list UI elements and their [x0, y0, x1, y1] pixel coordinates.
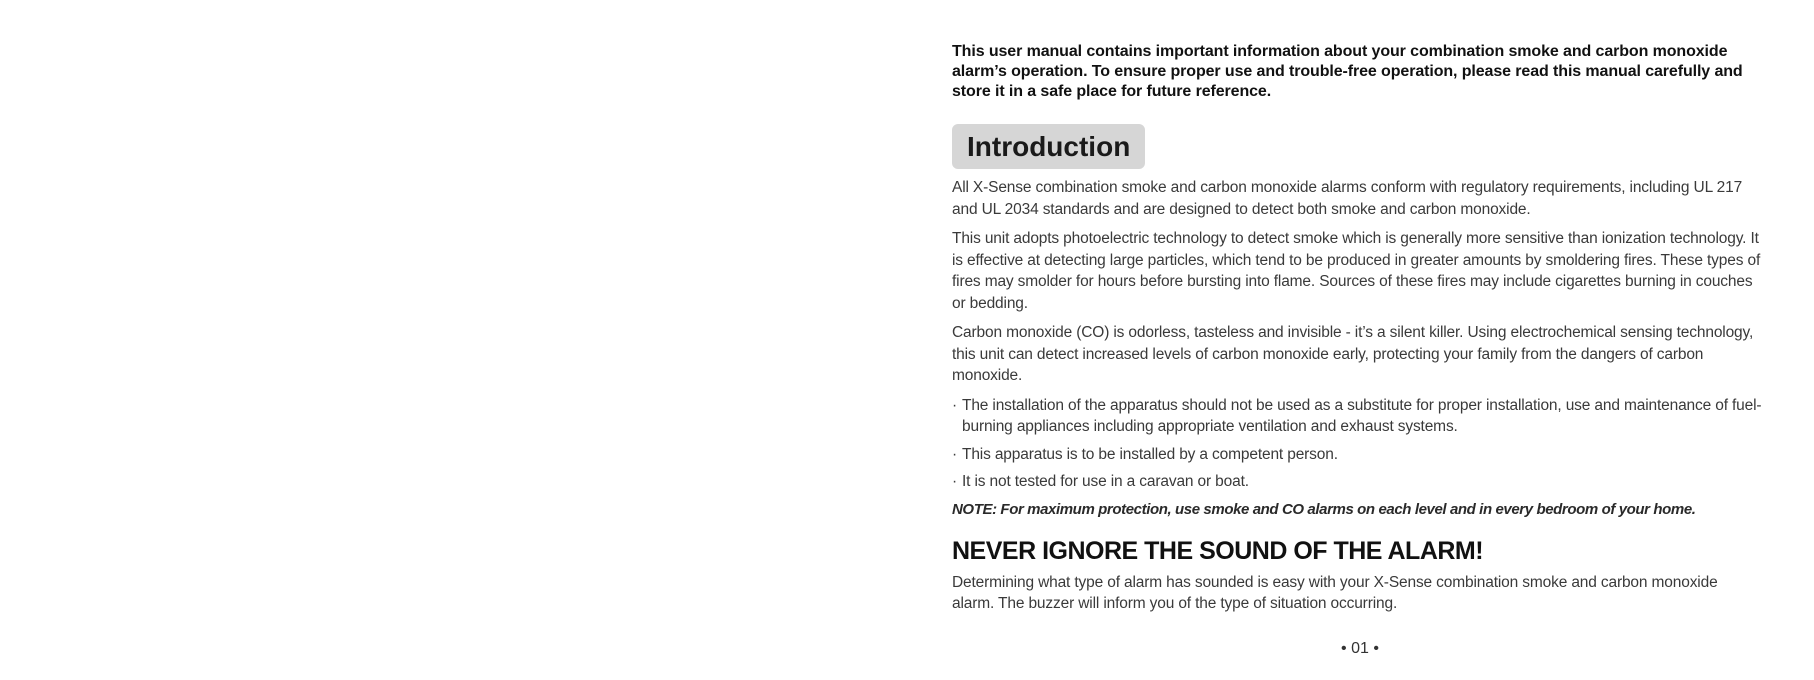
- list-item: [952, 444, 1762, 466]
- intro-lead-text: This user manual contains important information about your combination smoke and carbon monoxide alarm’s operation. To ensure proper use and trouble-free operation, please read this manual carefully and store it in a safe place for future reference.: [952, 43, 1743, 100]
- installation-bullet-list: [952, 395, 1762, 493]
- manual-page-content: [952, 42, 1762, 623]
- intro-paragraph-carbon-monoxide: Carbon monoxide (CO) is odorless, tasteless and invisible - it’s a silent killer. Using electrochemical sensing technology, this unit can detect increased levels of carbon monoxide early, protecting your family from the dangers of carbon monoxide.: [952, 324, 1754, 384]
- list-item: [952, 471, 1762, 493]
- alarm-section-paragraph: Determining what type of alarm has sounded is easy with your X-Sense combination smoke and carbon monoxide alarm. The buzzer will inform you of the type of situation occurring.: [952, 573, 1718, 612]
- list-item: [952, 395, 1762, 438]
- bullet-text: This apparatus is to be installed by a competent person.: [962, 445, 1338, 463]
- bullet-marker: ·: [952, 473, 958, 490]
- bullet-text: It is not tested for use in a caravan or boat.: [962, 473, 1249, 490]
- intro-paragraph-standards: All X-Sense combination smoke and carbon monoxide alarms conform with regulatory requirements, including UL 217 and UL 2034 standards and are designed to detect both smoke and carbon monoxide.: [952, 179, 1743, 218]
- page-number: • 01 •: [1341, 640, 1379, 657]
- intro-paragraph-photoelectric: This unit adopts photoelectric technology to detect smoke which is generally more sensitive than ionization technology. It is effective at detecting large particles, which tend to be produced in greater amounts by smoldering fires. These types of fires may smolder for hours before bursting into flame. Sources of these fires may include cigarettes burning in couches or bedding.: [952, 230, 1761, 312]
- bullet-marker: ·: [952, 396, 958, 414]
- bullet-marker: ·: [952, 445, 958, 463]
- introduction-heading: Introduction: [952, 124, 1145, 169]
- protection-note: NOTE: For maximum protection, use smoke and CO alarms on each level and in every bedroom of your home.: [952, 500, 1696, 518]
- alarm-warning-heading: NEVER IGNORE THE SOUND OF THE ALARM!: [952, 536, 1484, 565]
- bullet-text: The installation of the apparatus should not be used as a substitute for proper installation, use and maintenance of fuel-burning appliances including appropriate ventilation and exhaust systems.: [962, 396, 1762, 435]
